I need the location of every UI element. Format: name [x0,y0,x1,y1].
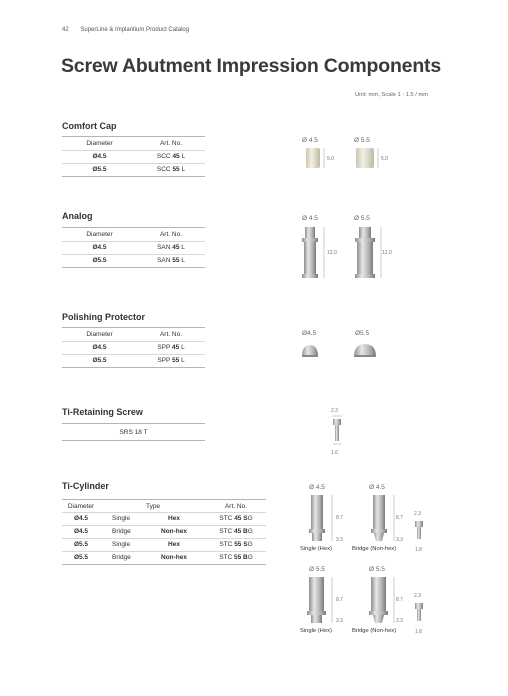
type-cell: Single [112,515,131,522]
art-suffix: G [247,515,253,522]
art-suffix: L [181,257,185,264]
figure-diameter-label: Ø 5.5 [354,215,370,222]
figure-diameter-label: Ø 5.5 [369,566,385,573]
lower-dimension: 3.3 [336,537,343,543]
diameter-cell: Ø4.5 [73,515,89,522]
art-prefix: SPP [157,357,171,364]
table-row [62,515,100,522]
art-prefix: STC [219,554,233,561]
table-rule [62,136,205,137]
art-suffix: G [247,541,253,548]
table-rule [62,227,205,228]
art-suffix: L [181,166,186,173]
figure-caption: Bridge (Non-hex) [352,628,397,634]
table-row [62,153,137,160]
comfort-cap-45-image [304,147,344,172]
art-code: 55 S [234,541,248,548]
table-rule [62,499,266,500]
art-prefix: SAN [157,257,171,264]
table-rule [62,163,205,164]
art-code: 55 [172,357,180,364]
lower-dimension: 3.3 [396,537,403,543]
retaining-screw-image [330,416,344,448]
screw-top-dimension: 2.3 [414,593,421,599]
connection-cell [148,554,200,561]
art-no-cell [206,515,266,522]
art-no-cell [137,257,205,264]
art-no-cell [206,528,266,535]
figure-caption: Single (Hex) [300,628,332,634]
art-code: 55 B [234,554,248,561]
table-row [62,166,137,173]
table-rule [62,538,266,539]
section-title-ti-cylinder: Ti-Cylinder [62,481,109,491]
art-code: 45 [172,153,180,160]
art-no-cell [206,554,266,561]
table-rule [62,327,205,328]
art-suffix: L [181,153,186,160]
art-no-cell [137,357,205,364]
screw-top-dimension: 2.3 [331,408,338,414]
table-rule [62,254,205,255]
connection-cell [148,515,200,522]
figure-diameter-label: Ø 5.5 [354,137,370,144]
page-number: 42 [62,27,69,33]
figure-caption: Bridge (Non-hex) [352,546,397,552]
art-suffix: G [247,554,253,561]
art-suffix: L [181,344,185,351]
table-rule [62,423,205,424]
connection-cell [148,528,200,535]
screw-bottom-dimension: 1.8 [415,547,422,553]
section-title-analog: Analog [62,211,93,221]
col-header-art-no: Art. No. [159,231,183,238]
running-header [62,27,189,33]
art-prefix: STC [219,528,233,535]
diameter-cell: Ø4.5 [92,344,107,351]
polishing-protector-55-image [353,342,377,359]
col-header-diameter: Diameter [86,331,113,338]
art-code: 45 S [234,515,248,522]
unit-note: Unit: mm, Scale 1 : 1.5 / mm [355,92,429,98]
retaining-screw-image [413,519,425,547]
art-code: 45 B [234,528,248,535]
figure-diameter-label: Ø 4.5 [309,484,325,491]
diameter-cell: Ø5.5 [92,357,107,364]
art-no-cell [137,244,205,251]
section-title-ti-retaining-screw: Ti-Retaining Screw [62,407,143,417]
retaining-screw-image [413,601,425,629]
art-suffix: G [247,528,253,535]
table-rule [62,525,266,526]
height-dimension: 12.0 [327,250,337,256]
table-rule [62,341,205,342]
col-header-art-no: Art. No. [159,140,183,147]
section-title-polishing-protector: Polishing Protector [62,312,146,322]
art-code: 45 [172,344,180,351]
col-header-type: Type [145,503,161,510]
height-dimension: 5.0 [381,156,388,162]
connection-cell [148,541,200,548]
col-header-art-no: Art. No. [224,503,248,510]
upper-dimension: 8.7 [336,597,343,603]
col-header-diameter: Diameter [86,140,113,147]
table-rule [62,440,205,441]
comfort-cap-55-image [355,147,395,172]
height-dimension: 5.0 [327,156,334,162]
table-rule [62,551,266,552]
col-header-diameter: Diameter [86,231,113,238]
polishing-protector-45-image [300,343,320,359]
table-rule [62,564,266,565]
figure-diameter-label: Ø5.5 [355,330,370,337]
table-row [62,541,100,548]
figure-diameter-label: Ø 4.5 [369,484,385,491]
art-prefix: SCC [156,153,171,160]
art-suffix: L [181,357,185,364]
diameter-cell: Ø5.5 [73,554,89,561]
col-header-art-no: Art. No. [159,331,183,338]
art-no-cell [206,541,266,548]
diameter-cell: Ø5.5 [92,257,107,264]
type-cell: Single [112,541,131,548]
table-rule [62,176,205,177]
type-cell: Bridge [112,554,131,561]
lower-dimension: 3.3 [396,618,403,624]
diameter-cell: Ø5.5 [92,166,107,173]
art-prefix: STC [219,541,233,548]
art-prefix: SAN [157,244,171,251]
analog-55-image [354,225,399,283]
table-rule [62,367,205,368]
art-prefix: STC [219,515,233,522]
figure-diameter-label: Ø 5.5 [309,566,325,573]
figure-caption: Single (Hex) [300,546,332,552]
connection-value: Non-hex [161,554,187,561]
figure-diameter-label: Ø 4.5 [302,215,318,222]
figure-diameter-label: Ø4.5 [302,330,317,337]
art-code: 55 [172,257,180,264]
table-row [62,554,100,561]
page-title: Screw Abutment Impression Components [61,55,441,77]
art-code: 45 [172,244,180,251]
upper-dimension: 8.7 [396,515,403,521]
table-row [62,344,137,351]
connection-value: Hex [168,515,180,522]
screw-bottom-dimension: 1.6 [331,450,338,456]
diameter-cell: Ø5.5 [73,541,89,548]
running-title: SuperLine & Implantium Product Catalog [80,27,190,33]
table-row [62,357,137,364]
art-prefix: SCC [156,166,171,173]
connection-value: Non-hex [161,528,187,535]
table-row [62,244,137,251]
table-rule [62,512,266,513]
screw-bottom-dimension: 1.8 [415,629,422,635]
art-code: 55 [172,166,180,173]
table-rule [62,354,205,355]
figure-diameter-label: Ø 4.5 [302,137,318,144]
diameter-cell: Ø4.5 [92,244,107,251]
table-row [62,257,137,264]
upper-dimension: 8.7 [336,515,343,521]
table-rule [62,241,205,242]
section-title-comfort-cap: Comfort Cap [62,121,117,131]
height-dimension: 12.0 [382,250,392,256]
art-no-cell [137,344,205,351]
col-header-diameter: Diameter [67,503,95,510]
art-no-cell [137,166,205,173]
table-row [62,528,100,535]
art-suffix: L [181,244,185,251]
connection-value: Hex [168,541,180,548]
diameter-cell: Ø4.5 [92,153,107,160]
upper-dimension: 8.7 [396,597,403,603]
type-cell: Bridge [112,528,131,535]
screw-top-dimension: 2.3 [414,511,421,517]
analog-45-image [300,225,345,283]
table-rule [62,267,205,268]
lower-dimension: 3.3 [336,618,343,624]
diameter-cell: Ø4.5 [73,528,89,535]
screw-art-no: SRS 18 T [119,429,148,436]
art-prefix: SPP [157,344,171,351]
art-no-cell [137,153,205,160]
table-rule [62,150,205,151]
